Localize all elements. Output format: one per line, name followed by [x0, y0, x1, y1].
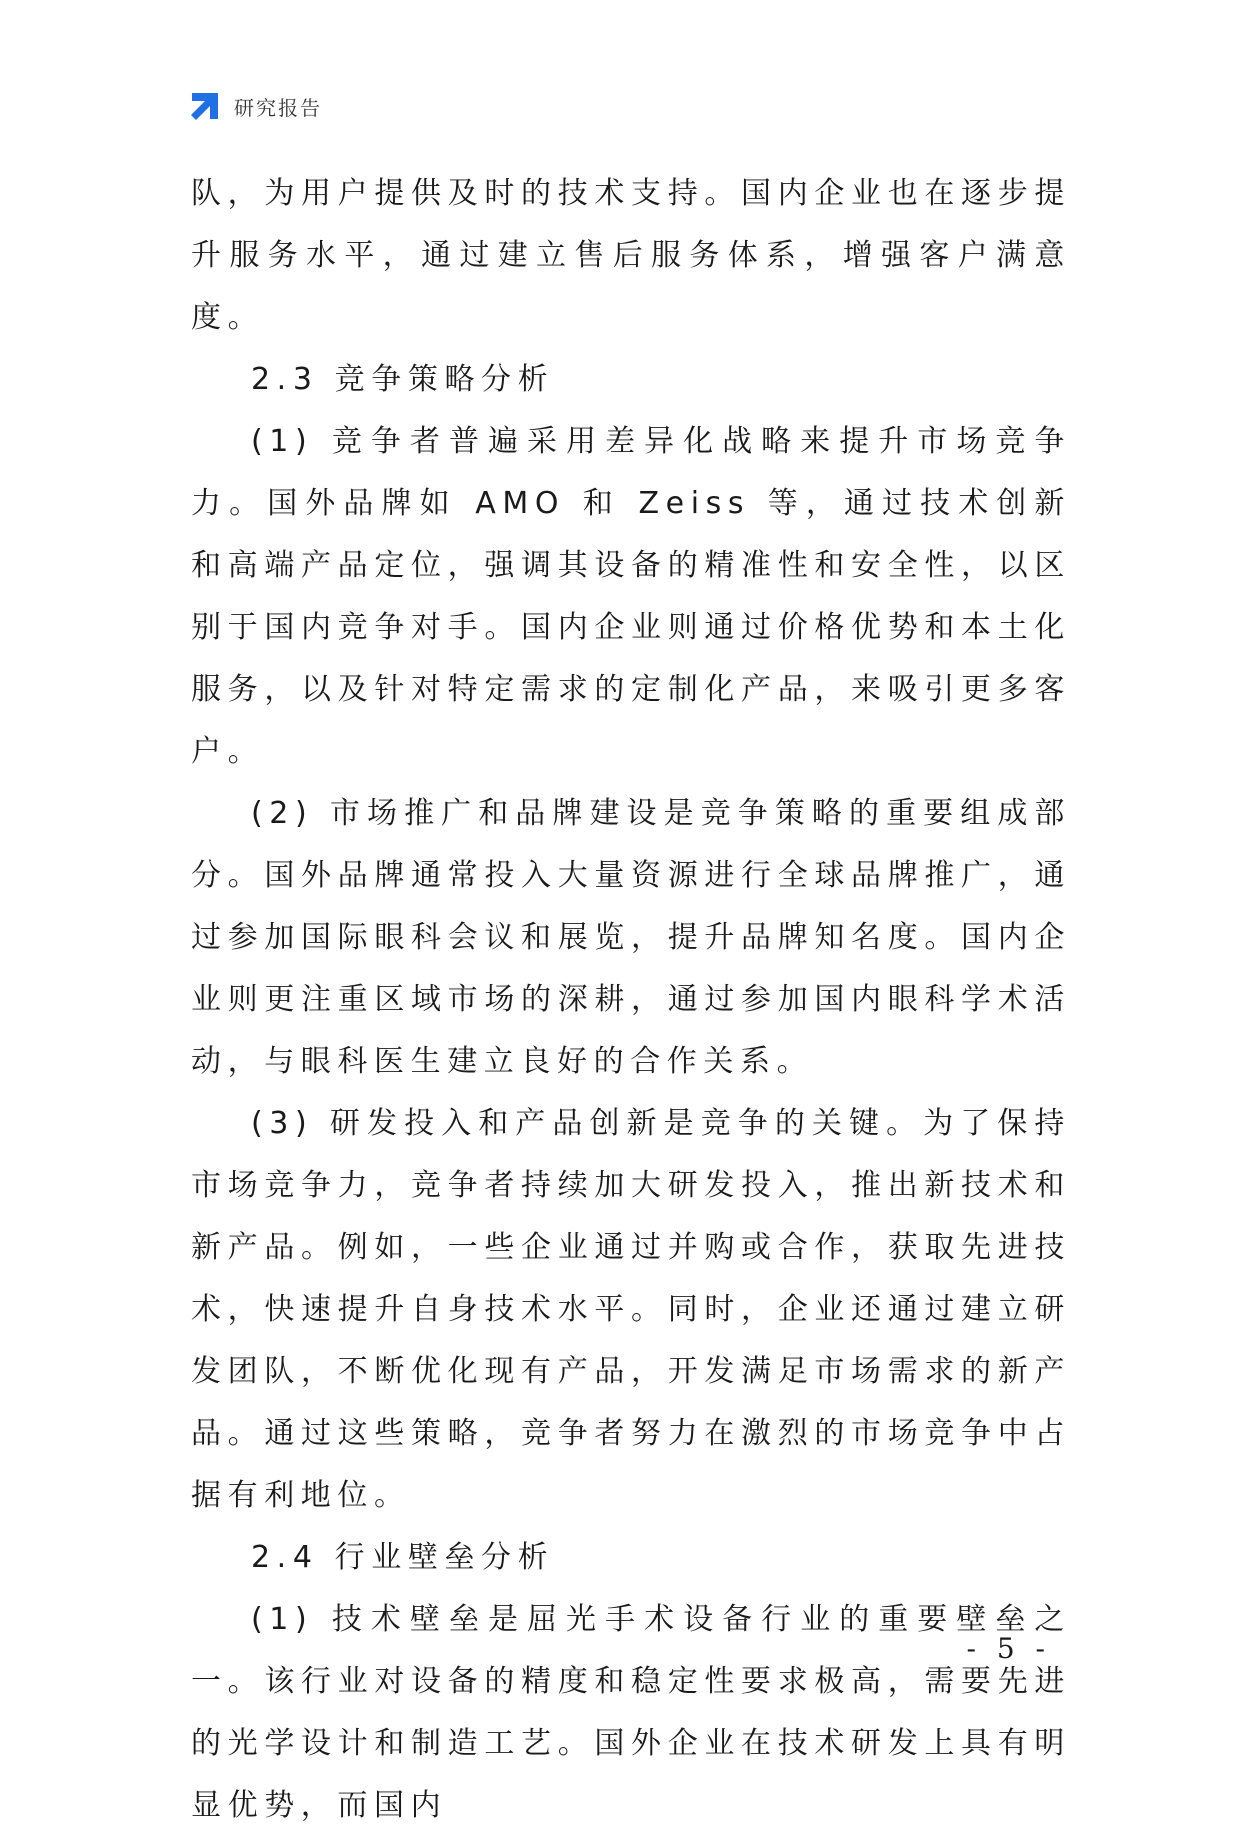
- header-title: 研究报告: [234, 95, 322, 120]
- page-number: - 5 -: [966, 1632, 1051, 1665]
- paragraph-strategy-1: (1) 竞争者普遍采用差异化战略来提升市场竞争力。国外品牌如 AMO 和 Zeiss 等，通过技术创新和高端产品定位，强调其设备的精准性和安全性，以区别于国内竞争对手。国内企业则通过价格优势和本土化服务，以及针对特定需求的定制化产品，来吸引更多客户。: [191, 424, 1071, 769]
- section-heading-2-3: 2.3 竞争策略分析: [251, 362, 555, 397]
- paragraph-continuation: 队，为用户提供及时的技术支持。国内企业也在逐步提升服务水平，通过建立售后服务体系，增强客户满意度。: [191, 176, 1071, 335]
- arrow-up-right-icon: [188, 89, 222, 123]
- paragraph-strategy-2: (2) 市场推广和品牌建设是竞争策略的重要组成部分。国外品牌通常投入大量资源进行全球品牌推广，通过参加国际眼科会议和展览，提升品牌知名度。国内企业则更注重区域市场的深耕，通过参加国内眼科学术活动，与眼科医生建立良好的合作关系。: [191, 796, 1071, 1079]
- section-heading-2-4: 2.4 行业壁垒分析: [251, 1540, 555, 1575]
- page-header: [188, 88, 322, 124]
- document-body: [191, 163, 1071, 1837]
- paragraph-barrier-1: (1) 技术壁垒是屈光手术设备行业的重要壁垒之一。该行业对设备的精度和稳定性要求极高，需要先进的光学设计和制造工艺。国外企业在技术研发上具有明显优势，而国内: [191, 1602, 1071, 1823]
- paragraph-strategy-3: (3) 研发投入和产品创新是竞争的关键。为了保持市场竞争力，竞争者持续加大研发投入，推出新技术和新产品。例如，一些企业通过并购或合作，获取先进技术，快速提升自身技术水平。同时，企业还通过建立研发团队，不断优化现有产品，开发满足市场需求的新产品。通过这些策略，竞争者努力在激烈的市场竞争中占据有利地位。: [191, 1106, 1071, 1513]
